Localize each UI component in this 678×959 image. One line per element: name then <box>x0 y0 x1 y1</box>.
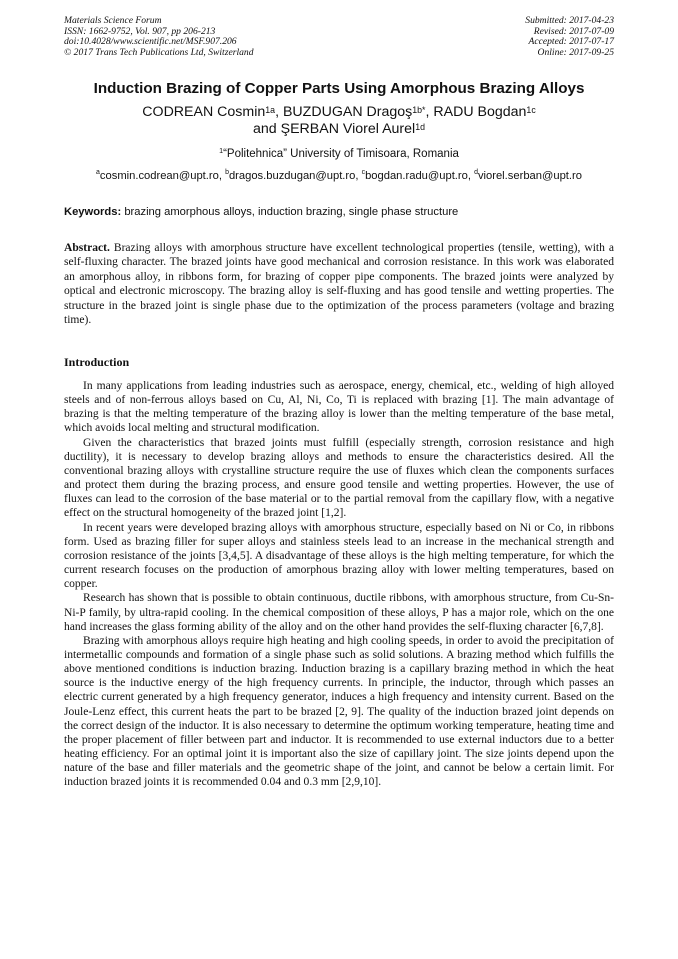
paragraph: Research has shown that is possible to obtain continuous, ductile ribbons, with amorphous structure, from Cu-Sn-Ni-P family, by ultra-rapid cooling. In the chemical composition of these alloys, P has a major role, which on the one hand increases the glass forming ability of the alloy and on the other hand provides the self-fluxing character [6,7,8]. <box>64 592 614 633</box>
revised-date: Revised: 2017-07-09 <box>533 25 614 37</box>
keywords-text: brazing amorphous alloys, induction brazing, single phase structure <box>124 206 459 218</box>
keywords-label: Keywords: <box>64 206 122 218</box>
publication-dates <box>525 16 614 58</box>
email[interactable]: $^c$bogdan.radu@upt.ro <box>361 168 468 182</box>
paper-title: Induction Brazing of Copper Parts Using Amorphous Brazing Alloys <box>93 80 585 97</box>
author: CODREAN Cosmin$^{1a}$ <box>142 104 276 120</box>
submitted-date: Submitted: 2017-04-23 <box>525 15 614 26</box>
email[interactable]: $^a$cosmin.codrean@upt.ro <box>96 168 219 182</box>
paragraph: In recent years were developed brazing alloys with amorphous structure, especially based on Ni or Co, in ribbons form. Used as brazing filler for super alloys and stainless steels lead to an increase in the mechanical strength and corrosion resistance of the joints [3,4,5]. A disadvantage of these alloys is the high melting temperature, for which the current research focuses on the production of amorphous brazing alloy with lower melting temperatures, based on copper. <box>64 521 614 591</box>
copyright-line: © 2017 Trans Tech Publications Ltd, Switzerland <box>64 46 254 58</box>
author: and ŞERBAN Viorel Aurel$^{1d}$ <box>252 121 425 137</box>
author: RADU Bogdan$^{1c}$ <box>433 104 536 120</box>
abstract-text: Brazing alloys with amorphous structure have excellent technological properties (tensile, wetting), with a self-fluxing character. The brazed joints have good mechanical and corrosion resistance. In this work was elaborated an amorphous alloy, in ribbons form, for brazing of copper pipe components. The brazed joints were analyzed by optical and electronic microscopy. The brazing alloy is self-fluxing and has good tensile and wetting properties. The structure in the brazed joint is single phase due to the optimization of the process parameters (voltage and brazing time). <box>64 242 615 327</box>
paragraph: Brazing with amorphous alloys require high heating and high cooling speeds, in order to avoid the precipitation of intermetallic compounds and formation of a single phase such as solid solutions. A brazing method which fulfills the above mentioned conditions is induction brazing. Induction brazing is a capillary brazing method in which the heat source is the inductive energy of the high frequency currents. In principle, the inductor, through which passes an electric current generated by a high frequency generator, induces a high frequency and intensity current. Based on the Joule-Lenz effect, this current heats the part to be brazed [2, 9]. The quality of the induction brazed joint depends on the correct design of the inductor. It is also necessary to determine the optimum working temperature, heating time and the proper placement of filler between part and inductor. It is recommended to use external inductors due to a better heating efficiency. For an optimal joint it is important also the size of capillary joint. The size joints depend upon the nature of the base and filler materials and the geometric shape of the joint, and cannot be below a certain limit. For induction brazed joints it is recommended 0.04 and 0.3 mm [2,9,10]. <box>64 634 614 789</box>
keywords <box>64 206 624 218</box>
section-heading: Introduction <box>64 355 130 369</box>
paragraph: In many applications from leading industries such as aerospace, energy, chemical, etc., welding of high alloyed steels and of non-ferrous alloys based on Cu, Al, Ni, Co, Ti is replaced with brazing [1]. The main advantage of brazing is that the melting temperature of the brazing alloy is lower than the melting temperature of the base metal, which avoids local melting and structural modification. <box>64 380 614 435</box>
email[interactable]: $^d$viorel.serban@upt.ro <box>474 168 582 182</box>
author: BUZDUGAN Dragoş$^{1b*}$ <box>282 104 426 120</box>
affiliation: $^1$“Politehnica” University of Timisoara, Romania <box>219 146 459 160</box>
author-emails: $^a$cosmin.codrean@upt.ro, $^b$dragos.buzdugan@upt.ro, $^c$bogdan.radu@upt.ro, $^d$viorel.serban@upt.ro <box>96 168 582 182</box>
online-date: Online: 2017-09-25 <box>537 46 614 58</box>
introduction-body <box>64 379 614 790</box>
accepted-date: Accepted: 2017-07-17 <box>528 36 614 48</box>
abstract-label: Abstract. <box>64 242 110 254</box>
doi-line: doi:10.4028/www.scientific.net/MSF.907.206 <box>64 36 237 48</box>
journal-info <box>64 16 254 58</box>
issn-line: ISSN: 1662-9752, Vol. 907, pp 206-213 <box>64 25 216 37</box>
journal-name: Materials Science Forum <box>64 15 162 26</box>
author-list: CODREAN Cosmin$^{1a}$, BUZDUGAN Dragoş$^{1b*}$, RADU Bogdan$^{1c}$ and ŞERBAN Viorel Aurel$^{1d}$ <box>142 104 536 137</box>
abstract <box>64 241 614 327</box>
email[interactable]: $^b$dragos.buzdugan@upt.ro <box>225 168 356 182</box>
paragraph: Given the characteristics that brazed joints must fulfill (especially strength, corrosion resistance and high ductility), it is necessary to develop brazing alloys and methods to ensure the characteristics desired. All the conventional brazing alloys with crystalline structure require the use of fluxes which clean the components surfaces and protect them during the brazing process, and ensure good tensile and wetting properties. However, the use of fluxes can lead to the corrosion of the base material or to the partial removal from the capillary flow, with a negative effect on the structural homogeneity of the brazed joint [1,2]. <box>64 436 614 520</box>
